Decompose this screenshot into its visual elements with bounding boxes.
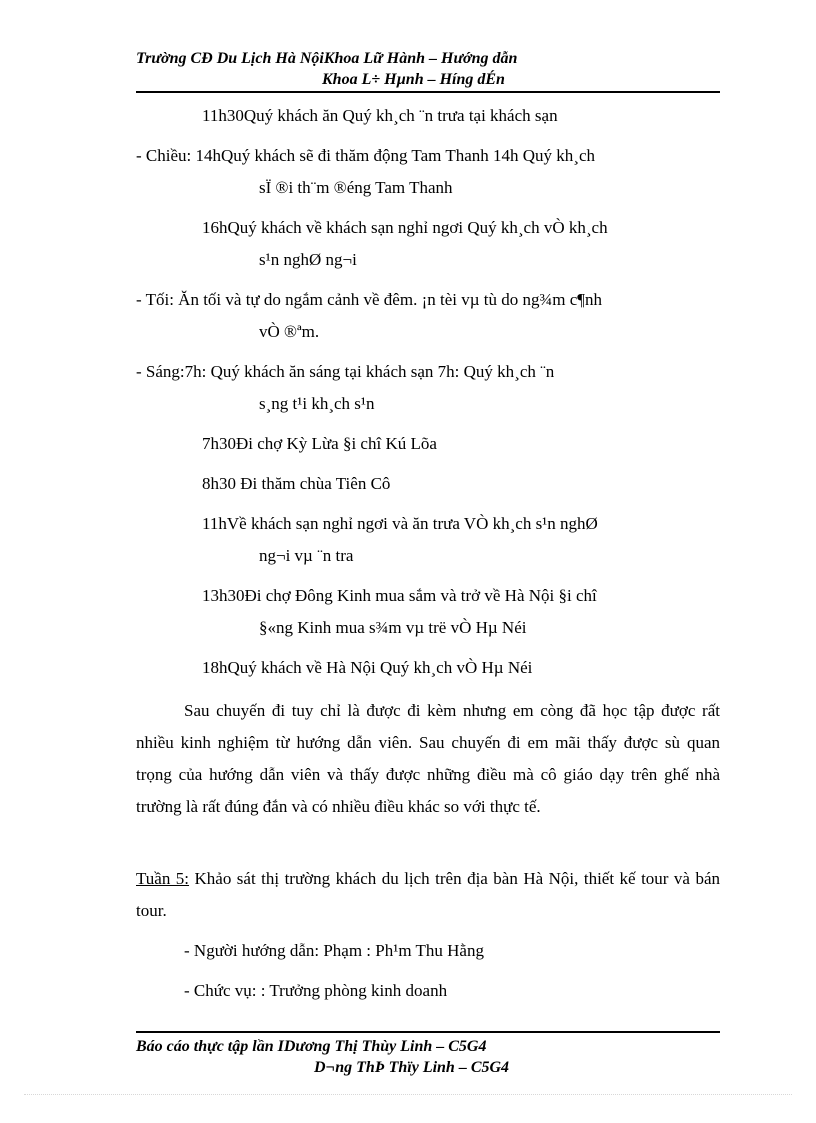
itinerary-line: - Sáng:7h: Quý khách ăn sáng tại khách sạn 7h: Quý kh¸ch ¨n [136, 362, 555, 381]
position-line: - Chức vụ: : Trưởng phòng kinh doanh [184, 981, 448, 1000]
itinerary-line: 7h30Đi chợ Kỳ Lừa §i chî Kú Lõa [202, 434, 437, 453]
itinerary-line: - Tối: Ăn tối và tự do ngắm cảnh về đêm. ¡n tèi vµ tù do ng¾m c¶nh [136, 290, 602, 309]
itinerary-line: 8h30 Đi thăm chùa Tiên Cô [202, 474, 391, 493]
footer-line-2: D¬ng ThÞ Thïy Linh – C5G4 [314, 1059, 510, 1076]
footer-line-1: Báo cáo thực tập lần IDương Thị Thùy Linh – C5G4 [136, 1038, 487, 1055]
week-heading [136, 863, 720, 927]
itinerary-line: 11h30Quý khách ăn Quý kh¸ch ¨n trưa tại khách sạn [202, 106, 558, 125]
itinerary-line: - Chiều: 14hQuý khách sẽ đi thăm động Tam Thanh 14h Quý kh¸ch [136, 146, 595, 165]
page-bottom-divider [24, 1094, 792, 1095]
itinerary-line: 11hVề khách sạn nghỉ ngơi và ăn trưa VÒ kh¸ch s¹n nghØ [202, 514, 598, 533]
week-label: Tuần 5: [136, 869, 190, 888]
footer-rule [136, 1031, 720, 1033]
itinerary-line: vÒ ®ªm. [259, 322, 320, 341]
week-description: Khảo sát thị trường khách du lịch trên địa bàn Hà Nội, thiết kế tour và bán tour. [136, 869, 720, 920]
guide-line: - Người hướng dẫn: Phạm : Ph¹m Thu Hằng [184, 941, 484, 960]
itinerary-line: 18hQuý khách về Hà Nội Quý kh¸ch vÒ Hµ Néi [202, 658, 533, 677]
summary-paragraph: Sau chuyến đi tuy chỉ là được đi kèm nhưng em còng đã học tập được rất nhiều kinh nghiệm từ hướng dẫn viên. Sau chuyến đi em mãi thấy được sù quan trọng của hướng dẫn viên và thấy được những điều mà cô giáo dạy trên ghế nhà trường là rất đúng đắn và có nhiều điều khác so với thực tế. [136, 701, 720, 816]
itinerary-line: §«ng Kinh mua s¾m vµ trë vÒ Hµ Néi [259, 618, 527, 637]
itinerary-line: 13h30Đi chợ Đông Kinh mua sắm và trở về Hà Nội §i chî [202, 586, 597, 605]
itinerary-line: 16hQuý khách về khách sạn nghỉ ngơi Quý kh¸ch vÒ kh¸ch [202, 218, 608, 237]
page-header [136, 48, 720, 90]
page-footer [136, 1036, 720, 1078]
header-line-2: Khoa L÷ Hµnh – Híng dÉn [322, 71, 505, 88]
itinerary-line: sÏ ®i th¨m ®éng Tam Thanh [259, 178, 453, 197]
itinerary-line: s¸ng t¹i kh¸ch s¹n [259, 394, 375, 413]
header-rule [136, 91, 720, 93]
itinerary-line: s¹n nghØ ng¬i [259, 250, 357, 269]
itinerary-line: ng¬i vµ ¨n tra [259, 546, 354, 565]
header-line-1: Trường CĐ Du Lịch Hà NộiKhoa Lữ Hành – Hướng dẫn [136, 50, 518, 67]
